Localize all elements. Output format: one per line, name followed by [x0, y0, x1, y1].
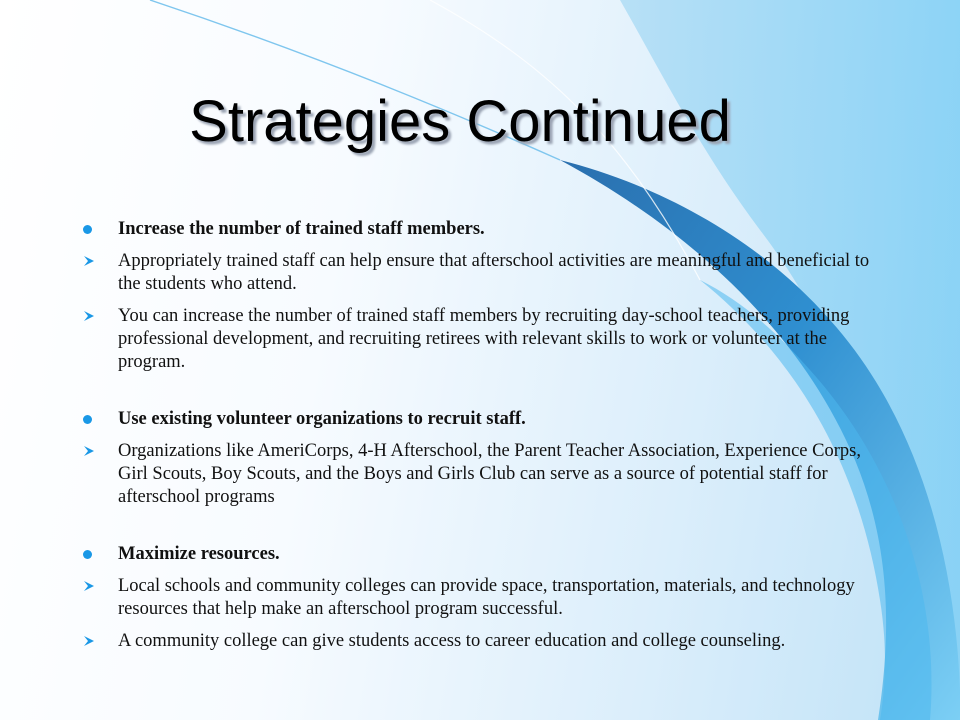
sub-bullet-text: Appropriately trained staff can help ensure that afterschool activities are meaningful and beneficial to the students who attend. — [118, 251, 870, 294]
arrow-bullet-icon — [82, 254, 96, 268]
bullet-heading-text: Maximize resources. — [118, 544, 280, 564]
bullet-heading-text: Use existing volunteer organizations to recruit staff. — [118, 409, 526, 429]
bullet-content — [80, 218, 880, 653]
sub-bullet-text: Organizations like AmeriCorps, 4-H Afterschool, the Parent Teacher Association, Experience Corps, Girl Scouts, Boy Scouts, and the Boys and Girls Club can serve as a source of potential staff for afterschool programs — [118, 441, 861, 507]
sub-bullet-text: A community college can give students access to career education and college counseling. — [118, 631, 786, 651]
bullet-heading-text: Increase the number of trained staff members. — [118, 219, 485, 239]
round-bullet-icon — [83, 550, 92, 559]
sub-bullet — [80, 305, 880, 374]
arrow-bullet-icon — [82, 579, 96, 593]
sub-bullet — [80, 250, 880, 296]
page-title: Strategies Continued — [189, 89, 731, 154]
arrow-bullet-icon — [82, 309, 96, 323]
round-bullet-icon — [83, 415, 92, 424]
sub-bullet-text: Local schools and community colleges can provide space, transportation, materials, and technology resources that help make an afterschool program successful. — [118, 576, 855, 619]
round-bullet-icon — [83, 225, 92, 234]
bullet-heading — [80, 218, 880, 241]
sub-bullet — [80, 630, 880, 653]
bullet-heading — [80, 543, 880, 566]
sub-bullet — [80, 440, 880, 509]
sub-bullet-text: You can increase the number of trained staff members by recruiting day-school teachers, providing professional development, and recruiting retirees with relevant skills to work or volunteer at the program. — [118, 306, 850, 372]
arrow-bullet-icon — [82, 634, 96, 648]
arrow-bullet-icon — [82, 444, 96, 458]
bullet-heading — [80, 408, 880, 431]
sub-bullet — [80, 575, 880, 621]
